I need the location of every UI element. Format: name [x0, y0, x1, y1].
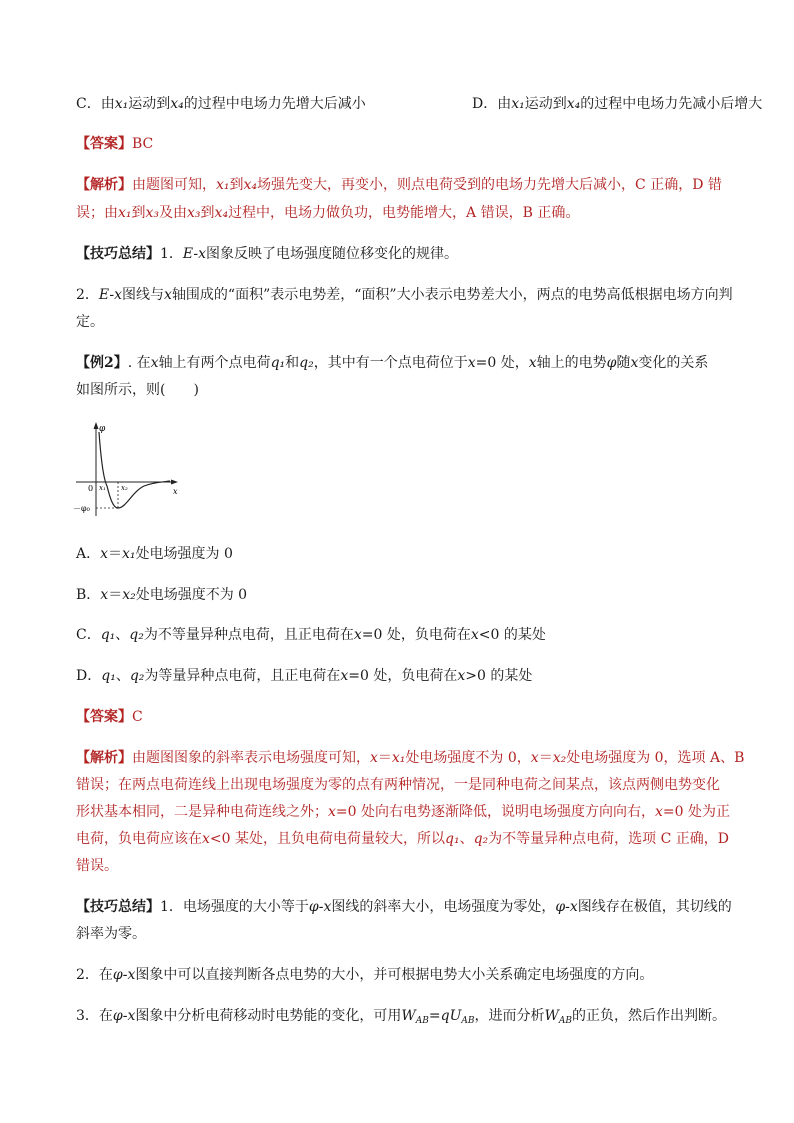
graph-x-arrow: [171, 480, 178, 485]
analysis-2-line-4: 电荷，负电荷应该在x<0 某处，且负电荷电荷量较大，所以q₁、q₂为不等量异种点电荷，选项 C 正确，D: [76, 831, 729, 847]
answer-1: 【答案】BC: [76, 136, 154, 152]
graph-potential-curve: [99, 432, 170, 508]
graph-x2-label: x₂: [121, 484, 128, 492]
tip-2-line-3: 2．在φ-x图象中可以直接判断各点电势的大小，并可根据电势大小关系确定电场强度的方向。: [76, 967, 654, 983]
tip-1-line-1: 【技巧总结】1．E-x图象反映了电场强度随位移变化的规律。: [76, 246, 459, 262]
phi-x-graph: [72, 420, 184, 520]
analysis-2-line-2: 错误；在两点电荷连线上出现电场强度为零的点有两种情况，一是同种电荷之间某点，该点两侧电势变化: [76, 777, 720, 793]
graph-x-label: x: [173, 487, 178, 496]
tip-2-line-4: 3．在φ-x图象中分析电荷移动时电势能的变化，可用$W_{AB}=qU_{AB}$，进而分析$W_{AB}$的正负，然后作出判断。: [76, 1008, 727, 1026]
answer-2: 【答案】C: [76, 709, 143, 725]
tip-2-line-2: 斜率为零。: [76, 926, 146, 942]
tip-2-line-1: 【技巧总结】1．电场强度的大小等于φ-x图线的斜率大小，电场强度为零处，φ-x图线存在极值，其切线的: [76, 899, 732, 915]
option-2-c: C．q₁、q₂为不等量异种点电荷，且正电荷在x=0 处，负电荷在x<0 的某处: [76, 627, 546, 643]
graph-x1-label: x₁: [99, 484, 106, 492]
formula-wab-equals-qu: $W_{AB}=qU_{AB}$: [401, 1008, 475, 1026]
option-d-prev: D．由x₁运动到x₄的过程中电场力先减小后增大: [472, 96, 763, 112]
graph-y-arrow: [94, 422, 99, 429]
analysis-2-line-3: 形状基本相同，二是异种电荷连线之外；x=0 处向右电势逐渐降低，说明电场强度方向向右，x=0 处为正: [76, 804, 730, 820]
formula-wab: $W_{AB}$: [544, 1008, 573, 1026]
analysis-2-line-1: 【解析】由题图图象的斜率表示电场强度可知，x＝x₁处电场强度不为 0，x＝x₂处电场强度为 0，选项 A、B: [76, 750, 745, 766]
example-2-line-1: 【例2】. 在x轴上有两个点电荷q₁和q₂，其中有一个点电荷位于x=0 处，x轴上的电势φ随x变化的关系: [76, 355, 709, 371]
analysis-1-line-2: 误；由x₁到x₃及由x₃到x₄过程中，电场力做负功，电势能增大，A 错误，B 正确。: [76, 205, 580, 221]
tip-1-line-3: 定。: [76, 314, 104, 330]
option-2-b: B．x＝x₂处电场强度不为 0: [76, 587, 248, 603]
example-2-line-2: 如图所示，则( ): [76, 382, 199, 398]
analysis-2-line-5: 错误。: [76, 858, 118, 874]
analysis-1-line-1: 【解析】由题图可知，x₁到x₄场强先变大，再变小，则点电荷受到的电场力先增大后减小，C 正确，D 错: [76, 177, 722, 193]
tip-1-line-2: 2．E-x图线与x轴围成的“面积”表示电势差，“面积”大小表示电势差大小，两点的电势高低根据电场方向判: [76, 287, 733, 303]
option-c-prev: C．由x₁运动到x₄的过程中电场力先增大后减小 D．由x₁运动到x₄的过程中电场力先减小后增大: [76, 90, 726, 118]
graph-y-label: φ: [99, 424, 106, 434]
graph-origin-label: 0: [88, 484, 94, 493]
graph-neg-phi0-label: －φ₀: [73, 504, 90, 513]
option-2-d: D．q₁、q₂为等量异种点电荷，且正电荷在x=0 处，负电荷在x>0 的某处: [76, 668, 533, 684]
option-2-a: A．x＝x₁处电场强度为 0: [76, 546, 233, 562]
